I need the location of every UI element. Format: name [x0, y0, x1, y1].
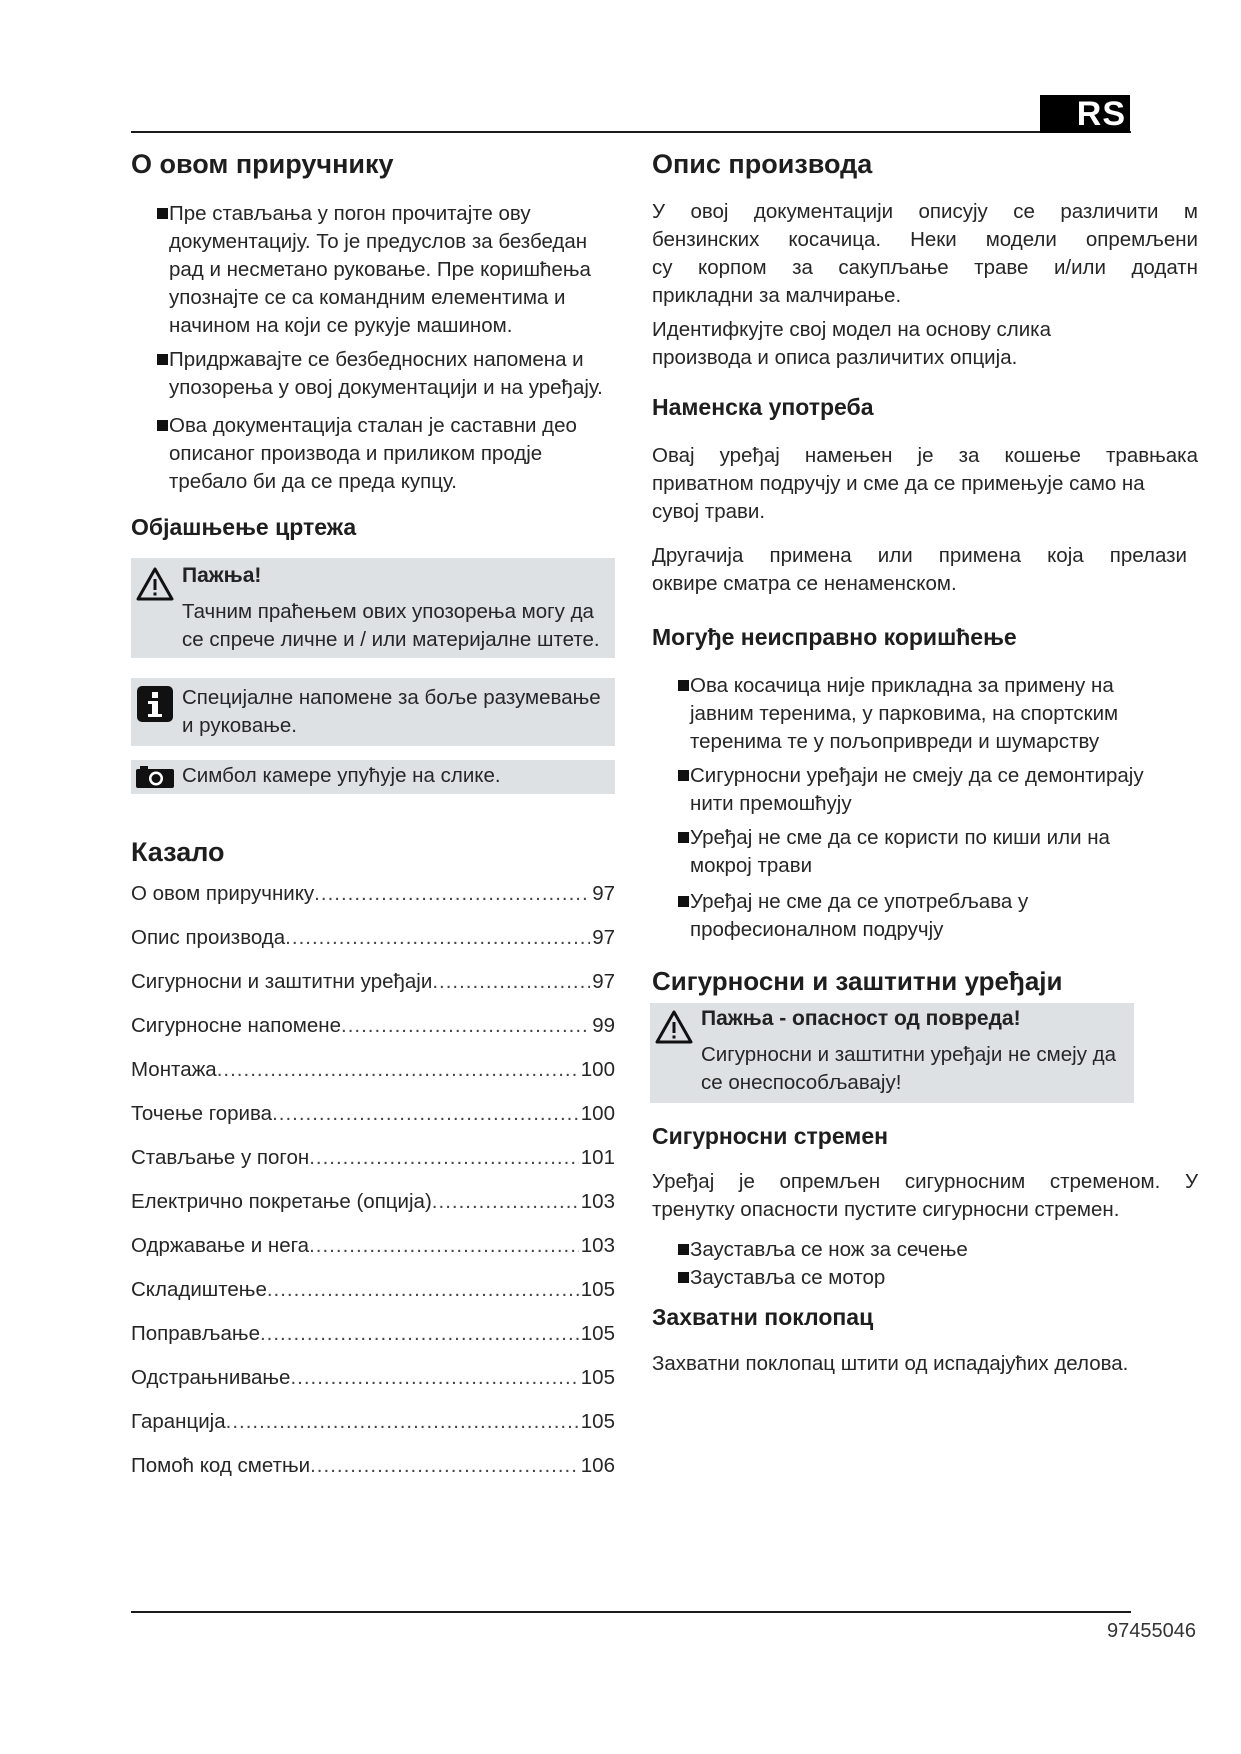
danger-text: Сигурносни и заштитни уређаји не смеју да се онеспособљавају!: [701, 1042, 1117, 1094]
dot-leader: [285, 926, 590, 950]
right-column: [652, 140, 1212, 1378]
intended-paragraph-2: Другачија примена или примена која прелази оквире сматра се ненаменском.: [652, 543, 1187, 595]
section-title-intended-use: Наменска употреба: [652, 394, 874, 421]
dot-leader: [314, 882, 590, 906]
list-item: [652, 672, 1152, 756]
list-item-text: Уређај не сме да се користи по киши или на мокрој трави: [690, 825, 1110, 877]
header-rule: [131, 131, 1131, 133]
list-item: [652, 1236, 1152, 1264]
square-bullet-icon: [678, 832, 689, 843]
dot-leader: [267, 1278, 579, 1302]
info-text: Специјалне напомене за боље разумевање и руковање.: [182, 685, 601, 737]
product-paragraph-1: У овој документацији описују се различити м бензинских косачица. Неки модели опремљени су корпом за сакупљање траве и/или додатн прикладни за малчирање.: [652, 200, 1198, 308]
table-of-contents: [131, 882, 615, 1498]
dot-leader: [217, 1058, 579, 1082]
list-item: [652, 888, 1152, 944]
camera-icon: [135, 765, 175, 789]
list-item-text: Зауставља се нож за сечење: [690, 1238, 968, 1262]
dot-leader: [272, 1102, 579, 1126]
list-item: [131, 412, 611, 496]
bracket-list: [652, 1236, 1152, 1292]
square-bullet-icon: [157, 208, 168, 219]
square-bullet-icon: [678, 1244, 689, 1255]
toc-page: 97: [592, 882, 615, 906]
toc-page: 105: [580, 1322, 615, 1346]
toc-page: 105: [580, 1366, 615, 1390]
dot-leader: [226, 1410, 579, 1434]
toc-page: 100: [580, 1058, 615, 1082]
square-bullet-icon: [678, 770, 689, 781]
toc-entry[interactable]: Одржавање и нега ..... 103: [131, 1234, 615, 1278]
toc-entry[interactable]: Опис производа ..... 97: [131, 926, 615, 970]
danger-box: [650, 1003, 1134, 1103]
list-item-text: Сигурносни уређаји не смеју да се демонтирају нити премошћују: [690, 763, 1144, 815]
misuse-list: [652, 672, 1152, 944]
toc-entry[interactable]: Монтажа ..... 100: [131, 1058, 615, 1102]
dot-leader: [260, 1322, 579, 1346]
toc-entry[interactable]: Сигурносне напомене ..... 99: [131, 1014, 615, 1058]
warning-title: Пажња!: [182, 563, 262, 587]
toc-page: 101: [580, 1146, 615, 1170]
toc-page: 103: [580, 1234, 615, 1258]
dot-leader: [290, 1366, 578, 1390]
toc-entry[interactable]: Поправљање ..... 105: [131, 1322, 615, 1366]
warning-text: Тачним праћењем ових упозорења могу да се спрече личне и / или материјалне штете.: [182, 599, 600, 651]
toc-page: 106: [580, 1454, 615, 1478]
list-item: [652, 762, 1152, 818]
danger-title: Пажња - опасност од повреда!: [701, 1006, 1021, 1030]
list-item-text: Ова косачица није прикладна за примену на јавним теренима, у парковима, на спортским теренима те у пољопривреди и шумарству: [690, 673, 1119, 753]
dot-leader: [341, 1014, 590, 1038]
toc-entry[interactable]: Точење горива ..... 100: [131, 1102, 615, 1146]
toc-entry[interactable]: О овом приручнику ..... 97: [131, 882, 615, 926]
toc-page: 105: [580, 1278, 615, 1302]
dot-leader: [309, 1234, 579, 1258]
section-title-toc: Казало: [131, 836, 225, 867]
toc-entry[interactable]: Гаранција ..... 105: [131, 1410, 615, 1454]
toc-page: 100: [580, 1102, 615, 1126]
square-bullet-icon: [678, 896, 689, 907]
intended-paragraph-1: Овај уређај намењен је за кошење травњака приватном подручју и сме да се примењује само на сувој трави.: [652, 443, 1198, 523]
footer-rule: [131, 1611, 1131, 1613]
bracket-paragraph: Уређај је опремљен сигурносним стременом. У тренутку опасности пустите сигурносни стремен.: [652, 1170, 1198, 1222]
language-badge: RS: [1040, 95, 1130, 133]
toc-entry[interactable]: Сигурносни и заштитни уређаји ..... 97: [131, 970, 615, 1014]
section-title-about: О овом приручнику: [131, 149, 394, 179]
document-number: 97455046: [1107, 1620, 1196, 1642]
left-column: [131, 140, 615, 1498]
square-bullet-icon: [157, 420, 168, 431]
list-item-text: Пре стављања у погон прочитајте ову документацију. То је предуслов за безбедан рад и несметано руковање. Пре коришћења упознајте се са командним елементима и начином на који се рукује машином.: [169, 202, 591, 338]
toc-entry[interactable]: Помоћ код сметњи ..... 106: [131, 1454, 615, 1498]
dot-leader: [310, 1454, 579, 1478]
toc-page: 99: [592, 1014, 615, 1038]
toc-entry[interactable]: Електрично покретање (опција) ..... 103: [131, 1190, 615, 1234]
list-item: [652, 1264, 1152, 1292]
product-paragraph-2: Идентифкујте свој модел на основу слика производа и описа различитих опција.: [652, 318, 1051, 370]
cover-paragraph: Захватни поклопац штити од испадајућих делова.: [652, 1351, 1129, 1375]
square-bullet-icon: [678, 1272, 689, 1283]
toc-entry[interactable]: Одстрањнивање ..... 105: [131, 1366, 615, 1410]
section-title-safety-bracket: Сигурносни стремен: [652, 1122, 889, 1149]
camera-box: [131, 760, 615, 794]
section-title-safety-devices: Сигурносни и заштитни уређаји: [652, 965, 1063, 996]
toc-entry[interactable]: Складиштење ..... 105: [131, 1278, 615, 1322]
warning-triangle-icon: [135, 566, 175, 602]
toc-page: 105: [580, 1410, 615, 1434]
warning-box: [131, 558, 615, 658]
section-title-product: Опис производа: [652, 149, 873, 179]
info-icon: [135, 684, 175, 724]
square-bullet-icon: [157, 354, 168, 365]
square-bullet-icon: [678, 680, 689, 691]
list-item: [131, 200, 611, 340]
section-title-grass-catcher-cover: Захватни поклопац: [652, 1304, 874, 1331]
info-box: [131, 678, 615, 746]
toc-page: 97: [592, 926, 615, 950]
toc-entry[interactable]: Стављање у погон ..... 101: [131, 1146, 615, 1190]
list-item-text: Придржавајте се безбедносних напомена и упозорења у овој документацији и на уређају.: [169, 348, 603, 400]
camera-text: Симбол камере упућује на слике.: [182, 763, 501, 787]
list-item: [131, 346, 611, 402]
section-title-misuse: Могуђе неисправно коришћење: [652, 623, 1017, 650]
list-item-text: Зауставља се мотор: [690, 1266, 886, 1290]
dot-leader: [432, 970, 590, 994]
toc-page: 97: [592, 970, 615, 994]
list-item: [652, 824, 1152, 880]
warning-triangle-icon: [654, 1009, 694, 1045]
about-list: [131, 200, 611, 496]
section-title-legend: Објашњење цртежа: [131, 514, 357, 541]
list-item-text: Ова документација сталан је саставни део описаног производа и приликом продје требало би да се преда купцу.: [169, 414, 577, 494]
list-item-text: Уређај не сме да се употребљава у професионалном подручју: [690, 889, 1029, 941]
toc-page: 103: [580, 1190, 615, 1214]
dot-leader: [309, 1146, 579, 1170]
dot-leader: [432, 1190, 579, 1214]
